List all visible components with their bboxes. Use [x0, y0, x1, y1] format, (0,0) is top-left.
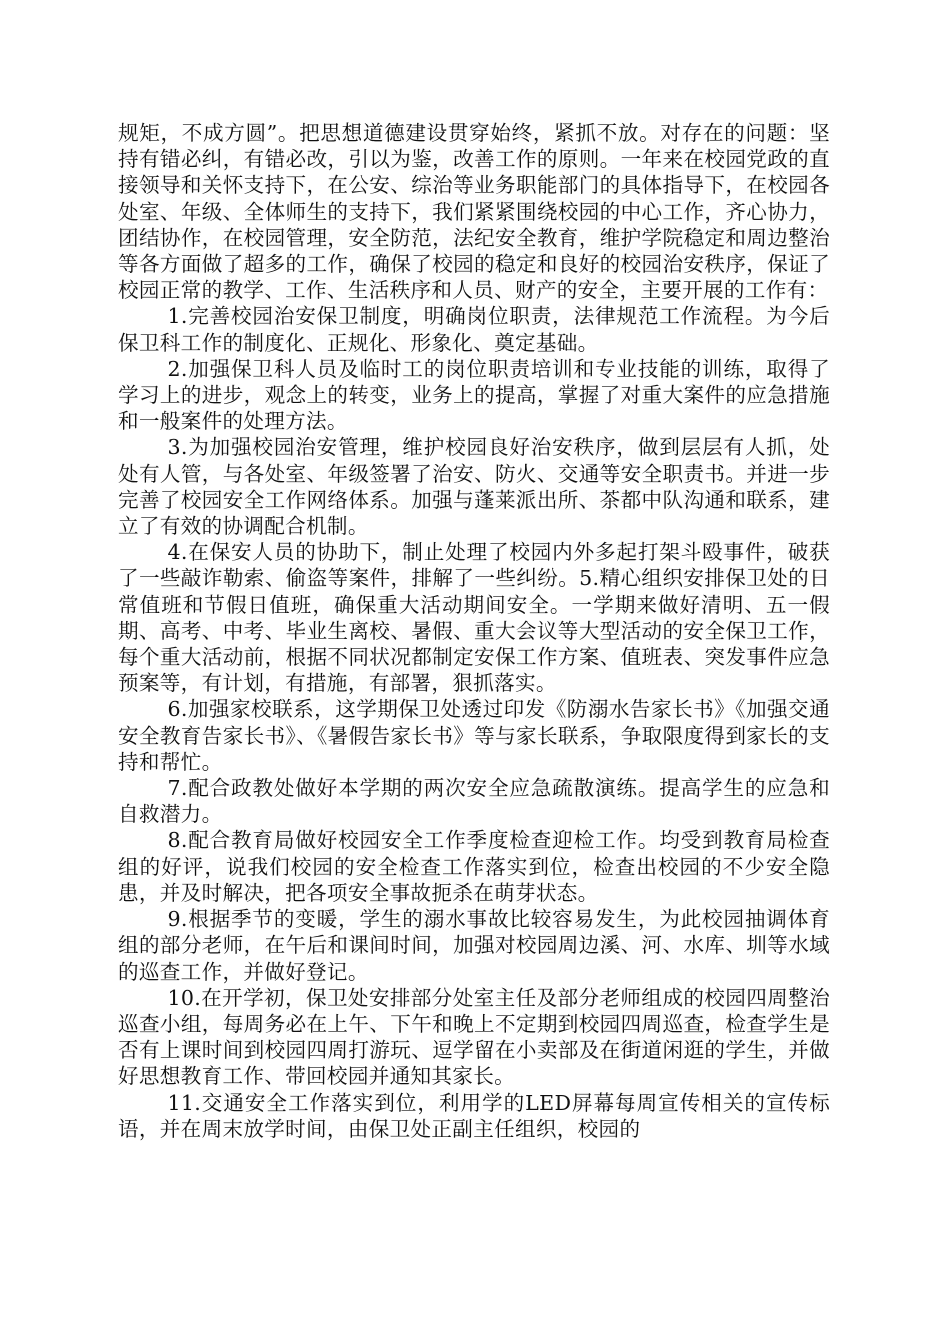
paragraph-item-10: 10.在开学初，保卫处安排部分处室主任及部分老师组成的校园四周整治巡查小组，每周务必在上午、下午和晚上不定期到校园四周巡查，检查学生是否有上课时间到校园四周打游玩、逗学留在小卖部及在街道闲逛的学生，并做好思想教育工作、带回校园并通知其家长。	[118, 985, 830, 1089]
paragraph-item-6: 6.加强家校联系，这学期保卫处透过印发《防溺水告家长书》《加强交通安全教育告家长书》、《暑假告家长书》等与家长联系，争取限度得到家长的支持和帮忙。	[118, 697, 830, 774]
paragraph-item-3: 3.为加强校园治安管理，维护校园良好治安秩序，做到层层有人抓，处处有人管，与各处室、年级签署了治安、防火、交通等安全职责书。并进一步完善了校园安全工作网络体系。加强与蓬莱派出所、茶都中队沟通和联系，建立了有效的协调配合机制。	[118, 435, 830, 539]
paragraph-item-9: 9.根据季节的变暖，学生的溺水事故比较容易发生，为此校园抽调体育组的部分老师，在午后和课间时间，加强对校园周边溪、河、水库、圳等水域的巡查工作，并做好登记。	[118, 907, 830, 984]
paragraph-item-1: 1.完善校园治安保卫制度，明确岗位职责，法律规范工作流程。为今后保卫科工作的制度化、正规化、形象化、奠定基础。	[118, 304, 830, 355]
paragraph-intro: 规矩，不成方圆”。把思想道德建设贯穿始终，紧抓不放。对存在的问题：坚持有错必纠，有错必改，引以为鉴，改善工作的原则。一年来在校园党政的直接领导和关怀支持下，在公安、综治等业务职能部门的具体指导下，在校园各处室、年级、全体师生的支持下，我们紧紧围绕校园的中心工作，齐心协力，团结协作，在校园管理，安全防范，法纪安全教育，维护学院稳定和周边整治等各方面做了超多的工作，确保了校园的稳定和良好的校园治安秩序，保证了校园正常的教学、工作、生活秩序和人员、财产的安全，主要开展的工作有：	[118, 121, 830, 303]
paragraph-item-2: 2.加强保卫科人员及临时工的岗位职责培训和专业技能的训练，取得了学习上的进步，观念上的转变，业务上的提高，掌握了对重大案件的应急措施和一般案件的处理方法。	[118, 356, 830, 434]
paragraph-item-7: 7.配合政教处做好本学期的两次安全应急疏散演练。提高学生的应急和自救潜力。	[118, 776, 830, 827]
document-page	[118, 120, 830, 1142]
paragraph-item-11: 11.交通安全工作落实到位，利用学的LED屏幕每周宣传相关的宣传标语，并在周末放学时间，由保卫处正副主任组织，校园的	[118, 1090, 830, 1141]
paragraph-item-4-5: 4.在保安人员的协助下，制止处理了校园内外多起打架斗殴事件，破获了一些敲诈勒索、偷盗等案件，排解了一些纠纷。5.精心组织安排保卫处的日常值班和节假日值班，确保重大活动期间安全。一学期来做好清明、五一假期、高考、中考、毕业生离校、暑假、重大会议等大型活动的安全保卫工作，每个重大活动前，根据不同状况都制定安保工作方案、值班表、突发事件应急预案等，有计划，有措施，有部署，狠抓落实。	[118, 540, 830, 696]
paragraph-item-8: 8.配合教育局做好校园安全工作季度检查迎检工作。均受到教育局检查组的好评，说我们校园的安全检查工作落实到位，检查出校园的不少安全隐患，并及时解决，把各项安全事故扼杀在萌芽状态。	[118, 828, 830, 905]
